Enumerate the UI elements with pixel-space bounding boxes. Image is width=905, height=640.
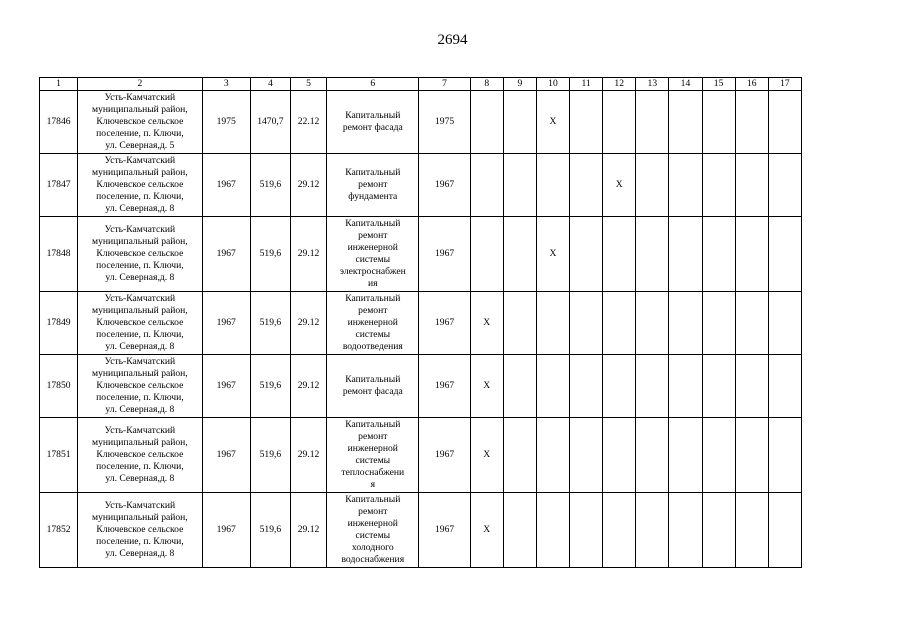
column-header-3: 3 bbox=[202, 78, 250, 91]
mark-cell-col-8 bbox=[470, 217, 503, 292]
mark-cell-col-14 bbox=[669, 217, 702, 292]
column-header-6: 6 bbox=[327, 78, 419, 91]
year-cell: 1967 bbox=[419, 355, 470, 418]
mark-cell-col-12 bbox=[603, 91, 636, 154]
table-row bbox=[40, 292, 802, 355]
mark-cell-col-11 bbox=[570, 355, 603, 418]
mark-cell-col-9 bbox=[503, 217, 536, 292]
mark-cell-col-9 bbox=[503, 292, 536, 355]
mark-cell-col-17 bbox=[768, 217, 801, 292]
col5-cell: 29.12 bbox=[290, 154, 326, 217]
mark-cell-col-11 bbox=[570, 154, 603, 217]
col5-cell: 29.12 bbox=[290, 217, 326, 292]
mark-cell-col-8 bbox=[470, 154, 503, 217]
mark-cell-col-17 bbox=[768, 355, 801, 418]
mark-cell-col-15 bbox=[702, 217, 735, 292]
mark-cell-col-14 bbox=[669, 418, 702, 493]
mark-cell-col-16 bbox=[735, 418, 768, 493]
mark-cell-col-14 bbox=[669, 292, 702, 355]
column-header-17: 17 bbox=[768, 78, 801, 91]
repair-schedule-table bbox=[39, 77, 802, 568]
column-header-15: 15 bbox=[702, 78, 735, 91]
row-id: 17846 bbox=[40, 91, 78, 154]
mark-cell-col-9 bbox=[503, 91, 536, 154]
column-header-8: 8 bbox=[470, 78, 503, 91]
year-cell: 1967 bbox=[419, 418, 470, 493]
column-header-14: 14 bbox=[669, 78, 702, 91]
mark-cell-col-8: X bbox=[470, 292, 503, 355]
column-header-1: 1 bbox=[40, 78, 78, 91]
address-cell: Усть-Камчатский муниципальный район, Ключевское сельское поселение, п. Ключи, ул. Северная,д. 8 bbox=[78, 154, 202, 217]
mark-cell-col-10 bbox=[536, 292, 569, 355]
mark-cell-col-17 bbox=[768, 154, 801, 217]
address-cell: Усть-Камчатский муниципальный район, Ключевское сельское поселение, п. Ключи, ул. Северная,д. 8 bbox=[78, 493, 202, 568]
year-built-cell: 1967 bbox=[202, 292, 250, 355]
work-type-cell: Капитальный ремонт фасада bbox=[327, 355, 419, 418]
col5-cell: 29.12 bbox=[290, 418, 326, 493]
col5-cell: 29.12 bbox=[290, 355, 326, 418]
row-id: 17847 bbox=[40, 154, 78, 217]
column-header-10: 10 bbox=[536, 78, 569, 91]
mark-cell-col-9 bbox=[503, 493, 536, 568]
mark-cell-col-9 bbox=[503, 154, 536, 217]
year-built-cell: 1967 bbox=[202, 355, 250, 418]
mark-cell-col-13 bbox=[636, 154, 669, 217]
mark-cell-col-10 bbox=[536, 154, 569, 217]
mark-cell-col-10 bbox=[536, 418, 569, 493]
row-id: 17850 bbox=[40, 355, 78, 418]
mark-cell-col-10: X bbox=[536, 91, 569, 154]
column-header-11: 11 bbox=[570, 78, 603, 91]
col5-cell: 22.12 bbox=[290, 91, 326, 154]
mark-cell-col-13 bbox=[636, 418, 669, 493]
mark-cell-col-15 bbox=[702, 355, 735, 418]
mark-cell-col-15 bbox=[702, 91, 735, 154]
mark-cell-col-15 bbox=[702, 292, 735, 355]
address-cell: Усть-Камчатский муниципальный район, Ключевское сельское поселение, п. Ключи, ул. Северная,д. 8 bbox=[78, 355, 202, 418]
mark-cell-col-16 bbox=[735, 217, 768, 292]
year-cell: 1967 bbox=[419, 493, 470, 568]
mark-cell-col-17 bbox=[768, 292, 801, 355]
mark-cell-col-8: X bbox=[470, 355, 503, 418]
table-row bbox=[40, 355, 802, 418]
year-cell: 1967 bbox=[419, 292, 470, 355]
mark-cell-col-8: X bbox=[470, 418, 503, 493]
year-cell: 1975 bbox=[419, 91, 470, 154]
table-row bbox=[40, 493, 802, 568]
mark-cell-col-12 bbox=[603, 418, 636, 493]
year-cell: 1967 bbox=[419, 217, 470, 292]
column-header-13: 13 bbox=[636, 78, 669, 91]
col5-cell: 29.12 bbox=[290, 493, 326, 568]
year-built-cell: 1975 bbox=[202, 91, 250, 154]
work-type-cell: Капитальный ремонт инженерной системы электроснабжен ия bbox=[327, 217, 419, 292]
year-cell: 1967 bbox=[419, 154, 470, 217]
year-built-cell: 1967 bbox=[202, 217, 250, 292]
area-cell: 1470,7 bbox=[250, 91, 290, 154]
mark-cell-col-16 bbox=[735, 355, 768, 418]
column-header-12: 12 bbox=[603, 78, 636, 91]
area-cell: 519,6 bbox=[250, 355, 290, 418]
mark-cell-col-16 bbox=[735, 154, 768, 217]
mark-cell-col-13 bbox=[636, 355, 669, 418]
mark-cell-col-9 bbox=[503, 418, 536, 493]
mark-cell-col-12 bbox=[603, 217, 636, 292]
mark-cell-col-17 bbox=[768, 493, 801, 568]
mark-cell-col-14 bbox=[669, 91, 702, 154]
column-header-5: 5 bbox=[290, 78, 326, 91]
address-cell: Усть-Камчатский муниципальный район, Ключевское сельское поселение, п. Ключи, ул. Северная,д. 8 bbox=[78, 418, 202, 493]
work-type-cell: Капитальный ремонт инженерной системы теплоснабжени я bbox=[327, 418, 419, 493]
area-cell: 519,6 bbox=[250, 292, 290, 355]
mark-cell-col-15 bbox=[702, 154, 735, 217]
mark-cell-col-11 bbox=[570, 292, 603, 355]
mark-cell-col-14 bbox=[669, 154, 702, 217]
mark-cell-col-9 bbox=[503, 355, 536, 418]
table-row bbox=[40, 418, 802, 493]
address-cell: Усть-Камчатский муниципальный район, Ключевское сельское поселение, п. Ключи, ул. Северная,д. 8 bbox=[78, 292, 202, 355]
address-cell: Усть-Камчатский муниципальный район, Ключевское сельское поселение, п. Ключи, ул. Северная,д. 8 bbox=[78, 217, 202, 292]
mark-cell-col-12 bbox=[603, 493, 636, 568]
work-type-cell: Капитальный ремонт фасада bbox=[327, 91, 419, 154]
work-type-cell: Капитальный ремонт фундамента bbox=[327, 154, 419, 217]
mark-cell-col-17 bbox=[768, 418, 801, 493]
column-header-9: 9 bbox=[503, 78, 536, 91]
mark-cell-col-16 bbox=[735, 493, 768, 568]
mark-cell-col-11 bbox=[570, 91, 603, 154]
mark-cell-col-12: X bbox=[603, 154, 636, 217]
mark-cell-col-11 bbox=[570, 217, 603, 292]
year-built-cell: 1967 bbox=[202, 154, 250, 217]
header-row bbox=[40, 78, 802, 91]
mark-cell-col-10 bbox=[536, 493, 569, 568]
row-id: 17852 bbox=[40, 493, 78, 568]
mark-cell-col-11 bbox=[570, 418, 603, 493]
mark-cell-col-10 bbox=[536, 355, 569, 418]
area-cell: 519,6 bbox=[250, 154, 290, 217]
mark-cell-col-17 bbox=[768, 91, 801, 154]
table-row bbox=[40, 154, 802, 217]
mark-cell-col-13 bbox=[636, 292, 669, 355]
column-header-7: 7 bbox=[419, 78, 470, 91]
mark-cell-col-13 bbox=[636, 217, 669, 292]
mark-cell-col-14 bbox=[669, 493, 702, 568]
row-id: 17849 bbox=[40, 292, 78, 355]
table-row bbox=[40, 91, 802, 154]
mark-cell-col-10: X bbox=[536, 217, 569, 292]
col5-cell: 29.12 bbox=[290, 292, 326, 355]
area-cell: 519,6 bbox=[250, 418, 290, 493]
column-header-2: 2 bbox=[78, 78, 202, 91]
work-type-cell: Капитальный ремонт инженерной системы водоотведения bbox=[327, 292, 419, 355]
mark-cell-col-16 bbox=[735, 91, 768, 154]
year-built-cell: 1967 bbox=[202, 493, 250, 568]
work-type-cell: Капитальный ремонт инженерной системы холодного водоснабжения bbox=[327, 493, 419, 568]
mark-cell-col-15 bbox=[702, 493, 735, 568]
column-header-4: 4 bbox=[250, 78, 290, 91]
column-header-16: 16 bbox=[735, 78, 768, 91]
mark-cell-col-8: X bbox=[470, 493, 503, 568]
year-built-cell: 1967 bbox=[202, 418, 250, 493]
mark-cell-col-13 bbox=[636, 493, 669, 568]
mark-cell-col-16 bbox=[735, 292, 768, 355]
area-cell: 519,6 bbox=[250, 493, 290, 568]
mark-cell-col-15 bbox=[702, 418, 735, 493]
row-id: 17851 bbox=[40, 418, 78, 493]
mark-cell-col-12 bbox=[603, 355, 636, 418]
address-cell: Усть-Камчатский муниципальный район, Ключевское сельское поселение, п. Ключи, ул. Северная,д. 5 bbox=[78, 91, 202, 154]
mark-cell-col-12 bbox=[603, 292, 636, 355]
mark-cell-col-11 bbox=[570, 493, 603, 568]
mark-cell-col-13 bbox=[636, 91, 669, 154]
table-row bbox=[40, 217, 802, 292]
table-body bbox=[40, 91, 802, 568]
mark-cell-col-8 bbox=[470, 91, 503, 154]
mark-cell-col-14 bbox=[669, 355, 702, 418]
area-cell: 519,6 bbox=[250, 217, 290, 292]
page-number: 2694 bbox=[437, 32, 468, 48]
row-id: 17848 bbox=[40, 217, 78, 292]
